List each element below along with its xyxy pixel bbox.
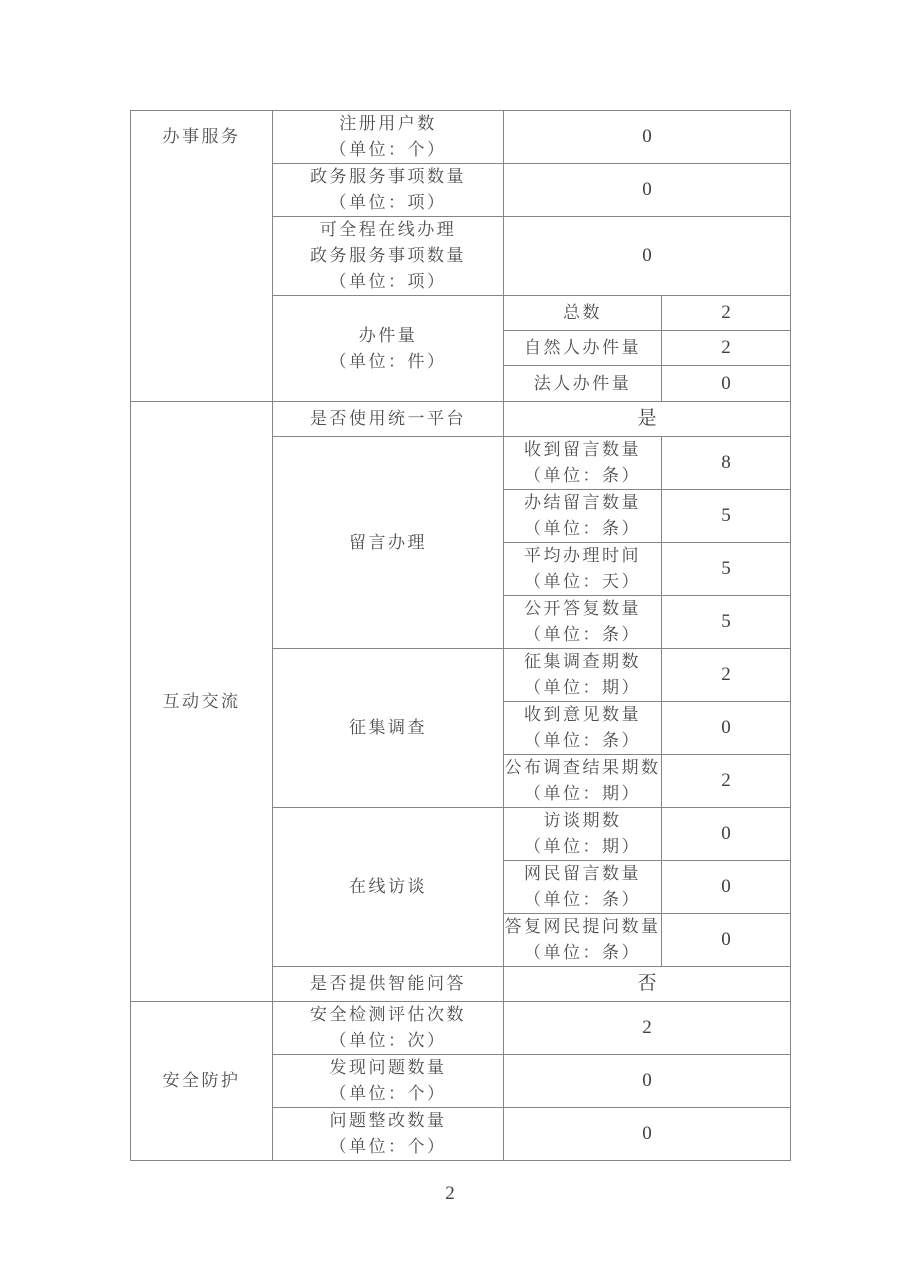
metric-value-cell: 2 (662, 649, 791, 702)
group-cell-interaction (131, 402, 273, 1002)
metric-unit: （单位：个） (329, 1137, 447, 1156)
sub-metric-label-cell (504, 808, 662, 861)
metric-value-cell: 8 (662, 437, 791, 490)
metric-label-cell (273, 1002, 504, 1055)
metric-label-cell: 是否提供智能问答 (273, 967, 504, 1002)
metric-unit: （单位：条） (524, 625, 641, 644)
metric-value-cell: 5 (662, 543, 791, 596)
sub-metric-label-cell (504, 649, 662, 702)
metric-label: 收到留言数量 (524, 440, 641, 459)
metric-unit: （单位：期） (524, 678, 641, 697)
metric-value-cell: 5 (662, 490, 791, 543)
metric-label: 问题整改数量 (329, 1111, 447, 1130)
sub-metric-label-cell (504, 543, 662, 596)
sub-metric-label-cell (504, 490, 662, 543)
sub-metric-label-cell (504, 861, 662, 914)
sub-metric-label-cell (504, 437, 662, 490)
metric-label: 安全检测评估次数 (310, 1005, 466, 1024)
metric-label: 网民留言数量 (524, 864, 641, 883)
metric-label: 注册用户数 (339, 114, 437, 133)
metric-unit: （单位：条） (524, 943, 641, 962)
metric-unit: （单位：条） (524, 466, 641, 485)
metric-label-cell (273, 1055, 504, 1108)
metric-value-cell: 0 (504, 1055, 791, 1108)
metric-label-cell: 在线访谈 (273, 808, 504, 967)
group-label: 安全防护 (162, 1071, 241, 1090)
metric-unit: （单位：项） (329, 272, 447, 291)
metric-label: 发现问题数量 (329, 1058, 447, 1077)
metric-label: 收到意见数量 (524, 705, 641, 724)
sub-metric-label-cell: 法人办件量 (504, 366, 662, 402)
metric-unit: （单位：条） (524, 519, 641, 538)
sub-metric-label-cell: 总数 (504, 296, 662, 331)
metric-value-cell: 0 (662, 366, 791, 402)
metric-value-cell: 0 (662, 808, 791, 861)
sub-metric-label-cell: 自然人办件量 (504, 331, 662, 366)
metric-label: 平均办理时间 (524, 546, 641, 565)
statistics-table (130, 110, 791, 1161)
page-number: 2 (445, 1183, 455, 1204)
metric-value-cell: 0 (504, 164, 791, 217)
metric-value-cell: 5 (662, 596, 791, 649)
metric-label: 可全程在线办理 (319, 220, 457, 239)
sub-metric-label-cell (504, 596, 662, 649)
metric-label: 答复网民提问数量 (504, 917, 661, 936)
metric-value-cell: 0 (504, 1108, 791, 1161)
metric-value-cell: 2 (662, 755, 791, 808)
metric-unit: （单位：个） (329, 140, 447, 159)
metric-unit: （单位：次） (329, 1031, 447, 1050)
metric-unit: （单位：件） (329, 351, 447, 371)
metric-label: 征集调查期数 (524, 652, 641, 671)
metric-label: 政务服务事项数量 (310, 246, 466, 265)
metric-label: 公开答复数量 (524, 599, 641, 618)
metric-value-cell: 2 (662, 331, 791, 366)
metric-unit: （单位：条） (524, 731, 641, 750)
sub-metric-label-cell (504, 755, 662, 808)
group-label: 办事服务 (162, 127, 241, 146)
metric-value-cell: 0 (662, 861, 791, 914)
metric-label: 办结留言数量 (524, 493, 641, 512)
metric-label: 访谈期数 (543, 811, 622, 830)
metric-label: 办件量 (358, 325, 418, 345)
metric-value-cell: 0 (662, 914, 791, 967)
metric-label-cell (273, 164, 504, 217)
sub-metric-label-cell (504, 914, 662, 967)
metric-value-cell: 2 (504, 1002, 791, 1055)
metric-value-cell: 否 (504, 967, 791, 1002)
metric-value-cell: 0 (662, 702, 791, 755)
metric-unit: （单位：项） (329, 193, 447, 212)
metric-label-cell (273, 111, 504, 164)
metric-value-cell: 2 (662, 296, 791, 331)
metric-label-cell: 是否使用统一平台 (273, 402, 504, 437)
metric-value-cell: 0 (504, 217, 791, 296)
group-label: 互动交流 (162, 691, 241, 711)
metric-unit: （单位：期） (524, 837, 641, 856)
metric-label: 政务服务事项数量 (310, 167, 466, 186)
metric-unit: （单位：条） (524, 890, 641, 909)
group-cell-service (131, 111, 273, 402)
sub-metric-label-cell (504, 702, 662, 755)
metric-value-cell: 是 (504, 402, 791, 437)
metric-label-cell (273, 296, 504, 402)
metric-label-cell: 留言办理 (273, 437, 504, 649)
metric-unit: （单位：天） (524, 572, 641, 591)
metric-unit: （单位：个） (329, 1084, 447, 1103)
metric-label: 公布调查结果期数 (504, 758, 661, 777)
group-cell-security (131, 1002, 273, 1161)
metric-label-cell: 征集调查 (273, 649, 504, 808)
metric-value-cell: 0 (504, 111, 791, 164)
metric-unit: （单位：期） (524, 784, 641, 803)
metric-label-cell (273, 1108, 504, 1161)
metric-label-cell (273, 217, 504, 296)
